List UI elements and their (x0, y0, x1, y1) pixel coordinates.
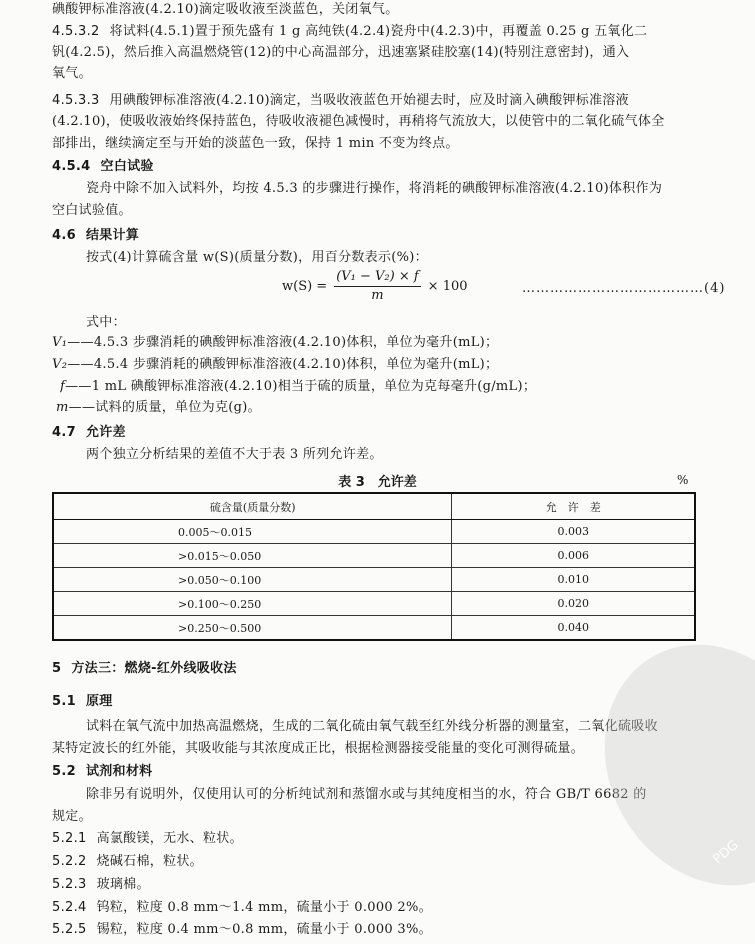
table-cell: >0.050～0.100 (53, 568, 452, 592)
text-line: 除非另有说明外，仅使用认可的分析纯试剂和蒸馏水或与其纯度相当的水，符合 GB/T 6682 的 (86, 787, 647, 802)
formula-numerator: (V₁ − V₂) × f (334, 268, 420, 287)
text-line: 碘酸钾标准溶液(4.2.10)滴定吸收液至淡蓝色，关闭氧气。 (52, 2, 399, 17)
text-line: 锡粒，粒度 0.4 mm～0.8 mm，硫量小于 0.000 3%。 (96, 922, 432, 937)
text-line: 瓷舟中除不加入试料外，均按 4.5.3 的步骤进行操作，将消耗的碘酸钾标准溶液(4.2.10)体积作为 (86, 181, 663, 196)
formula-tail: × 100 (427, 279, 468, 294)
clause-number: 5.2.1 (52, 831, 87, 846)
text-line: 烧碱石棉，粒状。 (96, 854, 203, 869)
variable-definition (60, 377, 715, 397)
section-heading (52, 423, 715, 443)
text-line: 钨粒，粒度 0.8 mm～1.4 mm，硫量小于 0.000 2%。 (96, 900, 432, 915)
clause-number: 4.5.3.3 (52, 93, 100, 108)
text-line: 空白试验值。 (52, 203, 132, 218)
table-cell: 0.006 (452, 544, 695, 568)
text-line: 钒(4.2.5)，然后推入高温燃烧管(12)的中心高温部分，迅速塞紧硅胶塞(14)(特别注意密封)，通入 (52, 45, 630, 60)
heading-text: 试剂和材料 (85, 764, 153, 779)
variable-symbol: f (60, 379, 66, 394)
clause-number: 5.2.4 (52, 900, 87, 915)
section-heading (52, 659, 715, 679)
clause-number: 4.7 (52, 425, 76, 440)
clause-number: 5.2 (52, 764, 76, 779)
table-header-cell: 硫含量(质量分数) (53, 493, 452, 520)
clause-number: 4.6 (52, 228, 76, 243)
table-cell: >0.015～0.050 (53, 544, 452, 568)
table-cell: 0.020 (452, 592, 695, 616)
table-cell: >0.250～0.500 (53, 616, 452, 641)
text-line: 玻璃棉。 (96, 877, 150, 892)
table-cell: 0.010 (452, 568, 695, 592)
variable-symbol: V₁ (52, 335, 68, 350)
heading-text: 允许差 (85, 425, 126, 440)
watermark-text: PDG (710, 837, 742, 868)
text-line: 氧气。 (52, 66, 92, 81)
table-row (53, 592, 695, 616)
variable-symbol: m (56, 400, 69, 415)
table-row (53, 616, 695, 641)
table-cell: 0.003 (452, 520, 695, 544)
table-caption: 表 3 允许差 (338, 475, 417, 490)
text-line: 用碘酸钾标准溶液(4.2.10)滴定，当吸收液蓝色开始褪去时，应及时滴入碘酸钾标准溶液 (109, 93, 629, 108)
formula-denominator: m (371, 288, 384, 303)
dash: —— (65, 379, 92, 394)
list-item (52, 852, 715, 872)
table-cell: >0.100～0.250 (53, 592, 452, 616)
table-row (53, 520, 695, 544)
equation-number: (4) (704, 281, 726, 296)
text-line: 某特定波长的红外能，其吸收能与其浓度成正比，根据检测器接受能量的变化可测得硫量。 (52, 741, 585, 756)
clause-number: 5.1 (52, 694, 76, 709)
section-heading (52, 157, 715, 177)
heading-text: 空白试验 (100, 159, 154, 174)
variable-definition (52, 355, 715, 375)
list-item (52, 875, 715, 895)
table-unit: % (677, 473, 689, 487)
text-line: (4.2.10)，使吸收液始终保持蓝色，待吸收液褪色减慢时，再稍将气流放大，以使管中的二氧化硫气体全 (52, 114, 665, 129)
clause-number: 5.2.3 (52, 877, 87, 892)
heading-text: 原理 (85, 694, 113, 709)
variable-definition (56, 398, 715, 418)
variable-symbol: V₂ (52, 357, 68, 372)
formula-4 (282, 268, 468, 305)
clause-number: 5.2.5 (52, 922, 87, 937)
formula-fraction (334, 268, 420, 305)
paragraph-4-5-3-2 (52, 22, 715, 42)
heading-text: 方法三：燃烧-红外线吸收法 (71, 661, 237, 676)
heading-text: 结果计算 (85, 228, 140, 243)
dash: —— (67, 335, 94, 350)
variable-definition (52, 333, 715, 353)
dash: —— (68, 400, 96, 415)
table-cell: 0.005～0.015 (53, 520, 452, 544)
clause-number: 5.2.2 (52, 854, 87, 869)
text-line: 试料的质量，单位为克(g)。 (95, 400, 261, 415)
text-line: 按式(4)计算硫含量 w(S)(质量分数)，用百分数表示(%)： (86, 250, 428, 265)
clause-number: 4.5.3.2 (52, 24, 100, 39)
list-item (52, 898, 715, 918)
table-header-row (53, 493, 695, 520)
text-line: 两个独立分析结果的差值不大于表 3 所列允许差。 (86, 447, 383, 462)
list-item (52, 920, 715, 940)
text-line: 式中： (86, 315, 126, 330)
list-item (52, 829, 715, 849)
paragraph-4-5-3-3 (52, 91, 715, 111)
table-header-cell: 允 许 差 (452, 493, 695, 520)
table-cell: 0.040 (452, 616, 695, 641)
equation-number-leader: …………………………………(4) (522, 281, 726, 296)
text-line: 4.5.3 步骤消耗的碘酸钾标准溶液(4.2.10)体积，单位为毫升(mL)； (93, 335, 499, 350)
dash: —— (67, 357, 94, 372)
tolerance-table (52, 492, 696, 641)
text-line: 试料在氧气流中加热高温燃烧，生成的二氧化硫由氧气载至红外线分析器的测量室，二氧化硫吸收 (86, 719, 658, 734)
text-line: 将试料(4.5.1)置于预先盛有 1 g 高纯铁(4.2.4)瓷舟中(4.2.3)中，再覆盖 0.25 g 五氧化二 (109, 24, 648, 39)
text-line: 4.5.4 步骤消耗的碘酸钾标准溶液(4.2.10)体积，单位为毫升(mL)； (93, 357, 499, 372)
text-line: 1 mL 碘酸钾标准溶液(4.2.10)相当于硫的质量，单位为克每毫升(g/mL)； (91, 379, 537, 394)
section-heading (52, 226, 715, 246)
clause-number: 4.5.4 (52, 159, 91, 174)
clause-number: 5 (52, 661, 62, 676)
text-line: 部排出，继续滴定至与开始的淡蓝色一致，保持 1 min 不变为终点。 (52, 136, 459, 151)
table-row (53, 544, 695, 568)
text-line: 高氯酸镁，无水、粒状。 (96, 831, 243, 846)
text-line: 规定。 (52, 809, 92, 824)
formula-lhs: w(S) = (282, 279, 328, 294)
table-row (53, 568, 695, 592)
